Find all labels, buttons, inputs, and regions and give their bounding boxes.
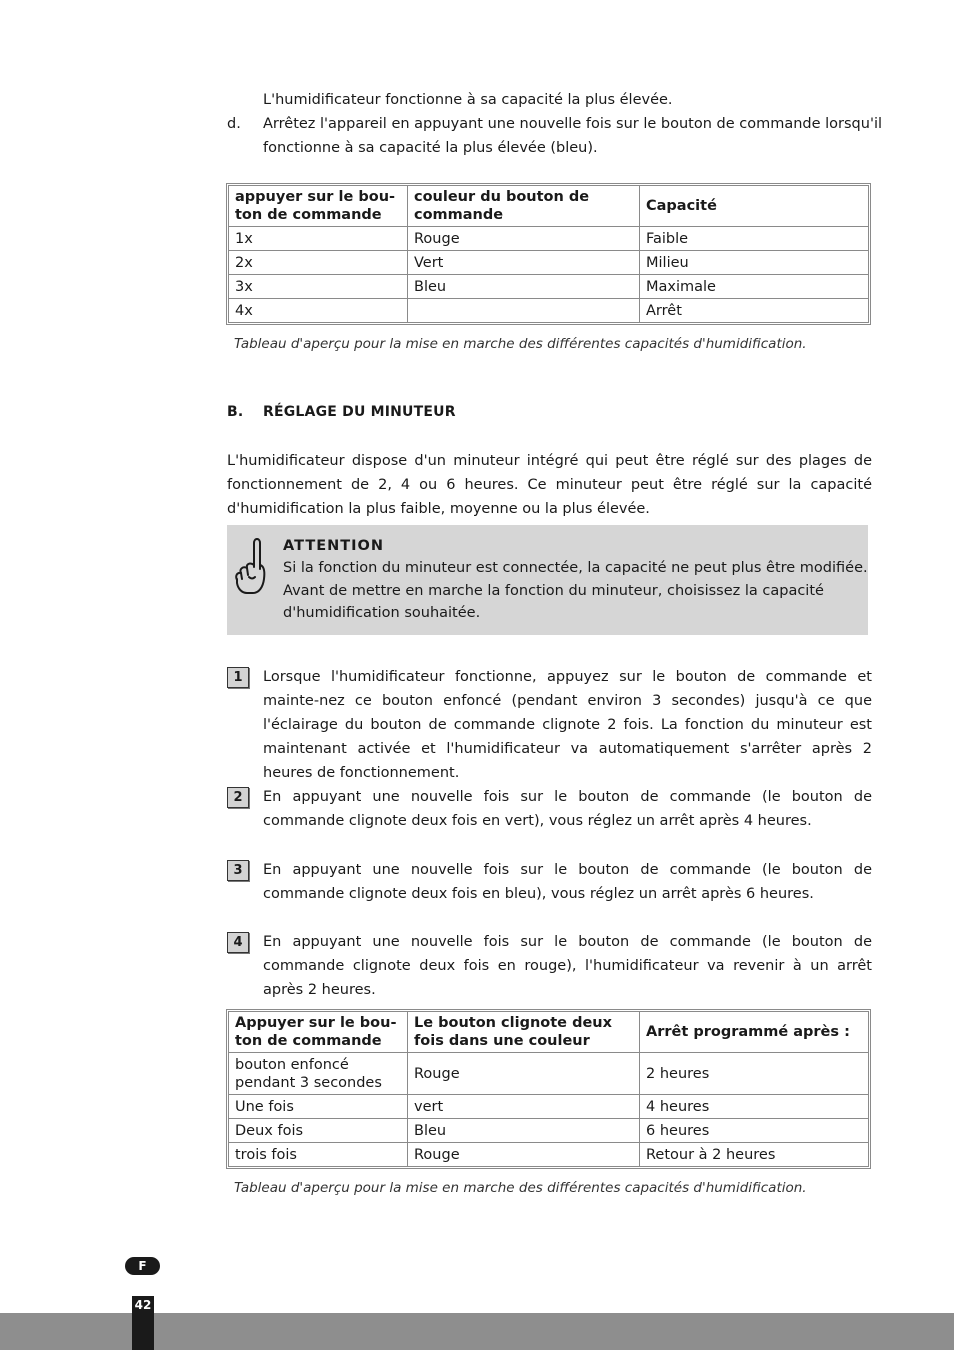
table-cell: Rouge — [408, 1143, 640, 1167]
intro-line: L'humidificateur fonctionne à sa capacité la plus élevée. — [263, 92, 673, 108]
table-row — [229, 275, 869, 299]
table-cell: 4 heures — [640, 1095, 869, 1119]
table-row — [229, 1095, 869, 1119]
step-number-1: 1 — [227, 667, 249, 688]
list-item-d-line2: fonctionne à sa capacité la plus élevée (bleu). — [263, 140, 598, 156]
pointing-hand-icon — [233, 535, 269, 599]
table-cell: trois fois — [229, 1143, 408, 1167]
table-row — [229, 299, 869, 323]
table-caption: Tableau d'aperçu pour la mise en marche des différentes capacités d'humidification. — [234, 336, 807, 352]
table-header-cell: Appuyer sur le bou- ton de commande — [229, 1012, 408, 1053]
step-number-3: 3 — [227, 860, 249, 881]
table-cell: Rouge — [408, 227, 640, 251]
table-header-row — [229, 186, 869, 227]
table-header-row — [229, 1012, 869, 1053]
timer-table — [228, 1011, 869, 1167]
table-cell — [408, 299, 640, 323]
table-cell: Une fois — [229, 1095, 408, 1119]
section-title: RÉGLAGE DU MINUTEUR — [263, 404, 456, 420]
table-row — [229, 1053, 869, 1095]
step-text-2: En appuyant une nouvelle fois sur le bouton de commande (le bouton de commande clignote deux fois en vert), vous réglez un arrêt après 4 heures. — [263, 789, 872, 829]
attention-title: ATTENTION — [283, 538, 384, 554]
table-cell: 3x — [229, 275, 408, 299]
table-cell: 1x — [229, 227, 408, 251]
table-cell: 4x — [229, 299, 408, 323]
table-cell: bouton enfoncé pendant 3 secondes — [229, 1053, 408, 1095]
table-cell: Retour à 2 heures — [640, 1143, 869, 1167]
list-marker-d: d. — [227, 116, 241, 132]
attention-line-1: Si la fonction du minuteur est connectée, la capacité ne peut plus être modifiée. — [283, 560, 868, 576]
table-cell: Maximale — [640, 275, 869, 299]
table-header-cell: Capacité — [640, 186, 869, 227]
step-number-2: 2 — [227, 787, 249, 808]
table-cell: Vert — [408, 251, 640, 275]
table-header-cell: appuyer sur le bou- ton de commande — [229, 186, 408, 227]
attention-line-2: Avant de mettre en marche la fonction du minuteur, choisissez la capacité — [283, 583, 824, 599]
table-caption: Tableau d'aperçu pour la mise en marche des différentes capacités d'humidification. — [234, 1180, 807, 1196]
page-number: 42 — [134, 1298, 152, 1312]
table-cell: Arrêt — [640, 299, 869, 323]
table-cell: Rouge — [408, 1053, 640, 1095]
table-header-cell: Arrêt programmé après : — [640, 1012, 869, 1053]
table-row — [229, 227, 869, 251]
table-cell: Bleu — [408, 1119, 640, 1143]
table-cell: Bleu — [408, 275, 640, 299]
table-cell: 6 heures — [640, 1119, 869, 1143]
section-paragraph: L'humidificateur dispose d'un minuteur intégré qui peut être réglé sur des plages de fonctionnement de 2, 4 ou 6 heures. Ce minuteur peut être réglé sur la capacité d'humidification la plus faible, moyenne ou la plus élevée. — [227, 453, 872, 517]
capacity-table — [228, 185, 869, 323]
table-cell: vert — [408, 1095, 640, 1119]
table-cell: Deux fois — [229, 1119, 408, 1143]
table-cell: Milieu — [640, 251, 869, 275]
section-letter: B. — [227, 404, 244, 420]
table-row — [229, 1143, 869, 1167]
language-badge: F — [125, 1257, 160, 1275]
table-row — [229, 251, 869, 275]
list-item-d-line1: Arrêtez l'appareil en appuyant une nouvelle fois sur le bouton de commande lorsqu'il — [263, 116, 882, 132]
table-cell: 2 heures — [640, 1053, 869, 1095]
step-number-4: 4 — [227, 932, 249, 953]
step-text-3: En appuyant une nouvelle fois sur le bouton de commande (le bouton de commande clignote deux fois en bleu), vous réglez un arrêt après 6 heures. — [263, 862, 872, 902]
table-header-cell: Le bouton clignote deux fois dans une couleur — [408, 1012, 640, 1053]
step-text-1: Lorsque l'humidificateur fonctionne, appuyez sur le bouton de commande et mainte-nez ce bouton enfoncé (pendant environ 3 secondes) jusqu'à ce que l'éclairage du bouton de commande clignote 2 fois. La fonction du minuteur est maintenant activée et l'humidificateur va automatiquement s'arrêter après 2 heures de fonctionnement. — [263, 669, 872, 781]
attention-line-3: d'humidification souhaitée. — [283, 605, 481, 621]
attention-box — [227, 525, 868, 635]
table-cell: Faible — [640, 227, 869, 251]
step-text-4: En appuyant une nouvelle fois sur le bouton de commande (le bouton de commande clignote deux fois en rouge), l'humidificateur va revenir à un arrêt après 2 heures. — [263, 934, 872, 998]
table-row — [229, 1119, 869, 1143]
table-cell: 2x — [229, 251, 408, 275]
table-header-cell: couleur du bouton de commande — [408, 186, 640, 227]
